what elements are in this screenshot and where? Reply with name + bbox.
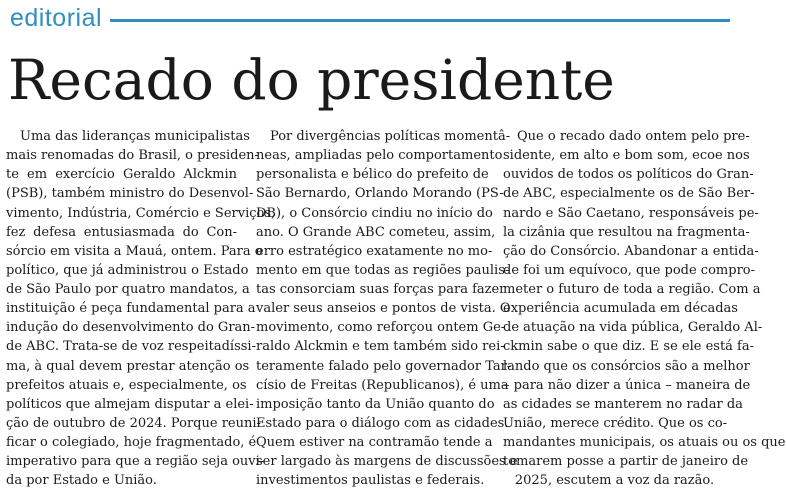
text-line: ção do Consórcio. Abandonar a entida- bbox=[503, 243, 759, 259]
text-line: mento em que todas as regiões paulis- bbox=[256, 262, 510, 278]
text-line: meter o futuro de toda a região. Com a bbox=[503, 282, 761, 297]
section-label: editorial bbox=[10, 4, 103, 32]
text-line: tas consorciam suas forças para fazer bbox=[256, 282, 506, 297]
text-line: Estado para o diálogo com as cidades. bbox=[256, 415, 509, 431]
text-line: de ABC. Trata-se de voz respeitadíssi- bbox=[6, 339, 256, 355]
text-line: sidente, em alto e bom som, ecoe nos bbox=[503, 148, 750, 164]
text-line: investimentos paulistas e federais. bbox=[256, 473, 485, 489]
text-line: movimento, como reforçou ontem Ge- bbox=[256, 320, 506, 336]
text-line: imperativo para que a região seja ouvi- bbox=[6, 454, 265, 470]
text-line: nardo e São Caetano, responsáveis pe- bbox=[503, 205, 759, 221]
article-column-3 bbox=[503, 127, 786, 490]
article-column-2 bbox=[256, 127, 518, 490]
text-line: instituição é peça fundamental para a bbox=[6, 301, 256, 317]
text-line: vimento, Indústria, Comércio e Serviços, bbox=[6, 205, 276, 221]
text-line: ção de outubro de 2024. Porque reuni- bbox=[6, 415, 261, 431]
text-line: as cidades se manterem no radar da bbox=[503, 396, 743, 412]
text-line: valer seus anseios e pontos de vista. O bbox=[256, 301, 511, 317]
text-line: DB), o Consórcio cindiu no início do bbox=[256, 205, 493, 221]
text-line: ficar o colegiado, hoje fragmentado, é bbox=[6, 435, 257, 450]
text-line: de ABC, especialmente os de São Ber- bbox=[503, 186, 755, 202]
text-line: 2025, escutem a voz da razão. bbox=[514, 473, 715, 489]
text-line: Quem estiver na contramão tende a bbox=[256, 435, 493, 450]
text-line: prefeitos atuais e, especialmente, os bbox=[6, 377, 247, 393]
text-line: sórcio em visita a Mauá, ontem. Para o bbox=[6, 243, 263, 259]
text-line: tomarem posse a partir de janeiro de bbox=[503, 454, 749, 470]
text-line: indução do desenvolvimento do Gran- bbox=[6, 320, 256, 336]
text-line: São Bernardo, Orlando Morando (PS- bbox=[256, 186, 504, 202]
text-line: de atuação na vida pública, Geraldo Al- bbox=[503, 320, 763, 336]
section-rule bbox=[110, 19, 730, 22]
text-line: de foi um equívoco, que pode compro- bbox=[503, 262, 756, 278]
text-line: União, merece crédito. Que os co- bbox=[503, 415, 728, 431]
text-line: teramente falado pelo governador Tar- bbox=[256, 358, 512, 374]
text-line: císio de Freitas (Republicanos), é uma bbox=[256, 377, 509, 393]
text-line: ano. O Grande ABC cometeu, assim, bbox=[256, 224, 496, 240]
text-line: ouvidos de todos os políticos do Gran- bbox=[503, 167, 754, 183]
text-line: Que o recado dado ontem pelo pre- bbox=[517, 129, 750, 144]
text-line: político, que já administrou o Estado bbox=[6, 262, 249, 278]
text-line: experiência acumulada em décadas bbox=[503, 301, 738, 317]
text-line: imposição tanto da União quanto do bbox=[256, 396, 495, 412]
text-line: – para não dizer a única – maneira de bbox=[503, 377, 751, 393]
text-line: te em exercício Geraldo Alckmin bbox=[6, 167, 237, 183]
text-line: lando que os consórcios são a melhor bbox=[503, 358, 750, 374]
text-line: la cizânia que resultou na fragmenta- bbox=[503, 224, 750, 240]
text-line: mandantes municipais, os atuais ou os que bbox=[503, 435, 786, 450]
text-line: Por divergências políticas momentâ- bbox=[270, 129, 511, 144]
text-line: fez defesa entusiasmada do Con- bbox=[6, 224, 237, 240]
text-line: de São Paulo por quatro mandatos, a bbox=[6, 282, 250, 297]
text-line: da por Estado e União. bbox=[6, 473, 157, 489]
text-line: raldo Alckmin e tem também sido rei- bbox=[256, 339, 505, 355]
text-line: ckmin sabe o que diz. E se ele está fa- bbox=[503, 339, 755, 355]
text-line: personalista e bélico do prefeito de bbox=[256, 167, 489, 183]
text-line: ma, à qual devem prestar atenção os bbox=[6, 358, 250, 374]
text-line: políticos que almejam disputar a elei- bbox=[6, 396, 254, 412]
article-column-1 bbox=[6, 127, 276, 490]
text-line: Uma das lideranças municipalistas bbox=[20, 129, 250, 144]
text-line: (PSB), também ministro do Desenvol- bbox=[6, 186, 254, 202]
text-line: ser largado às margens de discussões e bbox=[256, 454, 518, 470]
text-line: erro estratégico exatamente no mo- bbox=[256, 243, 493, 259]
text-line: neas, ampliadas pelo comportamento bbox=[256, 148, 503, 164]
headline: Recado do presidente bbox=[8, 48, 615, 112]
text-line: mais renomadas do Brasil, o presiden- bbox=[6, 148, 259, 164]
